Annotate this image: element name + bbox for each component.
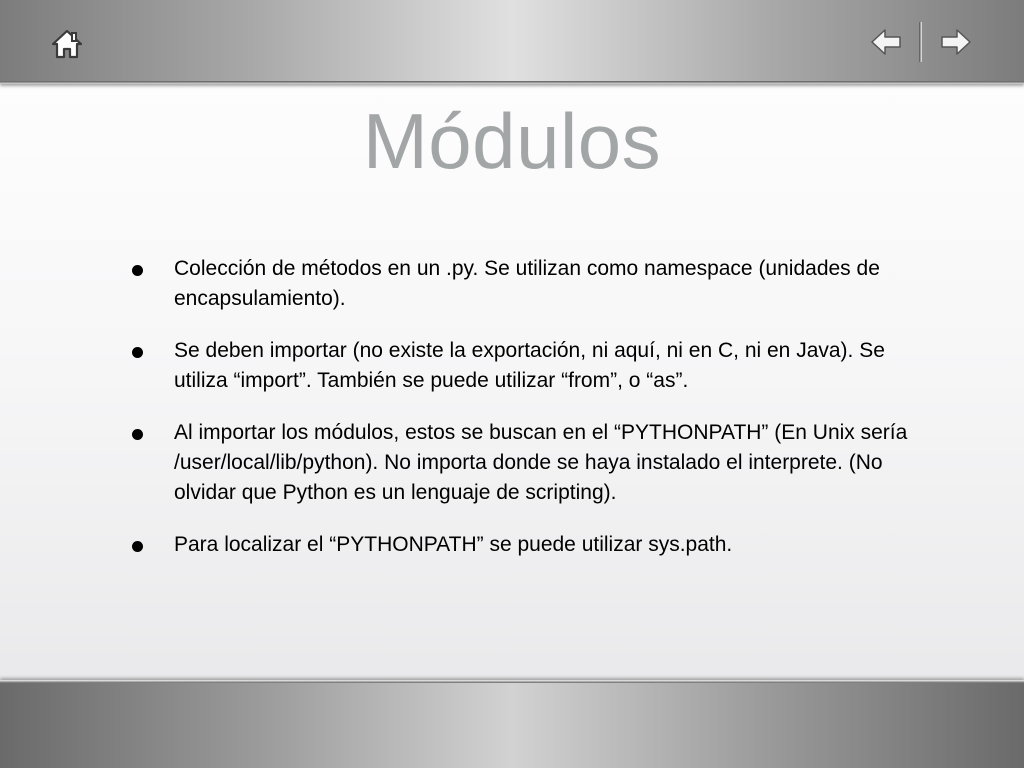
home-button[interactable] bbox=[50, 28, 84, 60]
bullet-text: Para localizar el “PYTHONPATH” se puede utilizar sys.path. bbox=[174, 533, 733, 556]
bullet-text: Colección de métodos en un .py. Se utilizan como namespace (unidades de encapsulamiento). bbox=[174, 257, 880, 310]
bullet-dot-icon bbox=[132, 429, 143, 440]
home-icon bbox=[50, 28, 84, 60]
arrow-right-icon bbox=[940, 28, 972, 56]
next-slide-button[interactable] bbox=[940, 28, 972, 56]
bottom-bar bbox=[0, 680, 1024, 768]
bullet-item bbox=[124, 418, 924, 508]
bullet-item bbox=[124, 254, 924, 314]
bullet-text: Al importar los módulos, estos se buscan en el “PYTHONPATH” (En Unix sería /user/local/lib/python). No importa donde se haya instalado el interprete. (No olvidar que Python es un lenguaje de scripting). bbox=[174, 421, 908, 504]
bullet-item bbox=[124, 336, 924, 396]
bullet-text: Se deben importar (no existe la exportación, ni aquí, ni en C, ni en Java). Se utiliza “import”. También se puede utilizar “from”, o “as”. bbox=[174, 339, 885, 392]
bullet-list bbox=[124, 254, 924, 582]
slide-title: Módulos bbox=[362, 97, 662, 185]
bullet-dot-icon bbox=[132, 265, 143, 276]
top-toolbar bbox=[0, 0, 1024, 84]
bullet-dot-icon bbox=[132, 541, 143, 552]
previous-slide-button[interactable] bbox=[870, 28, 902, 56]
nav-divider bbox=[919, 22, 922, 62]
bullet-dot-icon bbox=[132, 347, 143, 358]
bullet-item bbox=[124, 530, 924, 560]
arrow-left-icon bbox=[870, 28, 902, 56]
